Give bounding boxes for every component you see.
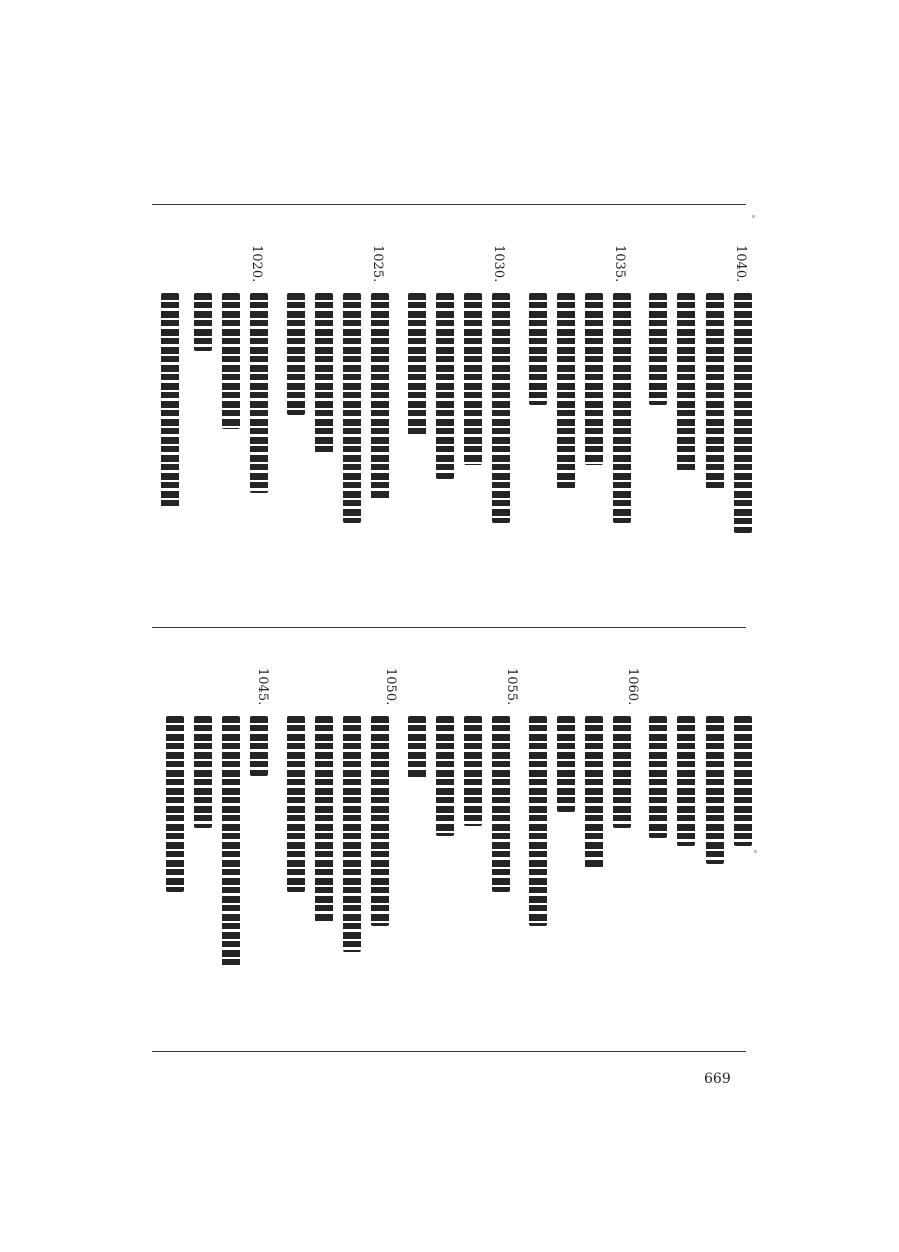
mongolian-line [408,293,426,435]
mongolian-line [250,293,268,493]
mongolian-line [706,716,724,864]
mongolian-line [315,716,333,922]
mongolian-line [408,716,426,778]
mongolian-line [734,293,752,533]
mongolian-line [557,293,575,489]
mongolian-line [492,716,510,892]
mongolian-line [613,293,631,523]
line-number: 1055. [504,668,519,706]
mongolian-line [343,716,361,952]
mongolian-line [161,293,179,509]
scan-mark [754,850,757,853]
line-number: 1030. [491,245,506,283]
mongolian-line [371,293,389,499]
mongolian-line [492,293,510,523]
bottom-rule [152,1051,746,1052]
mongolian-line [649,293,667,405]
mongolian-line [315,293,333,453]
mongolian-line [166,716,184,892]
line-number: 1050. [383,668,398,706]
mongolian-line [250,716,268,776]
line-number: 1040. [733,245,748,283]
mongolian-line [194,716,212,828]
mongolian-line [585,293,603,465]
mongolian-line [436,293,454,479]
mongolian-line [222,716,240,966]
middle-rule [152,627,746,628]
scan-mark [752,215,755,218]
mongolian-line [436,716,454,836]
mongolian-line [677,716,695,846]
mongolian-line [529,716,547,926]
line-number: 1035. [612,245,627,283]
mongolian-line [343,293,361,523]
line-number: 1045. [255,668,270,706]
mongolian-line [222,293,240,429]
line-number: 1025. [370,245,385,283]
mongolian-line [613,716,631,828]
mongolian-line [194,293,212,351]
page-number: 669 [704,1071,731,1087]
top-rule [152,204,746,205]
mongolian-line [557,716,575,812]
line-number: 1020. [249,245,264,283]
mongolian-line [649,716,667,838]
mongolian-line [287,716,305,892]
mongolian-line [287,293,305,415]
mongolian-line [585,716,603,868]
mongolian-line [464,716,482,826]
mongolian-line [734,716,752,846]
mongolian-line [464,293,482,465]
mongolian-line [677,293,695,471]
line-number: 1060. [625,668,640,706]
mongolian-line [706,293,724,489]
mongolian-line [371,716,389,926]
mongolian-line [529,293,547,405]
